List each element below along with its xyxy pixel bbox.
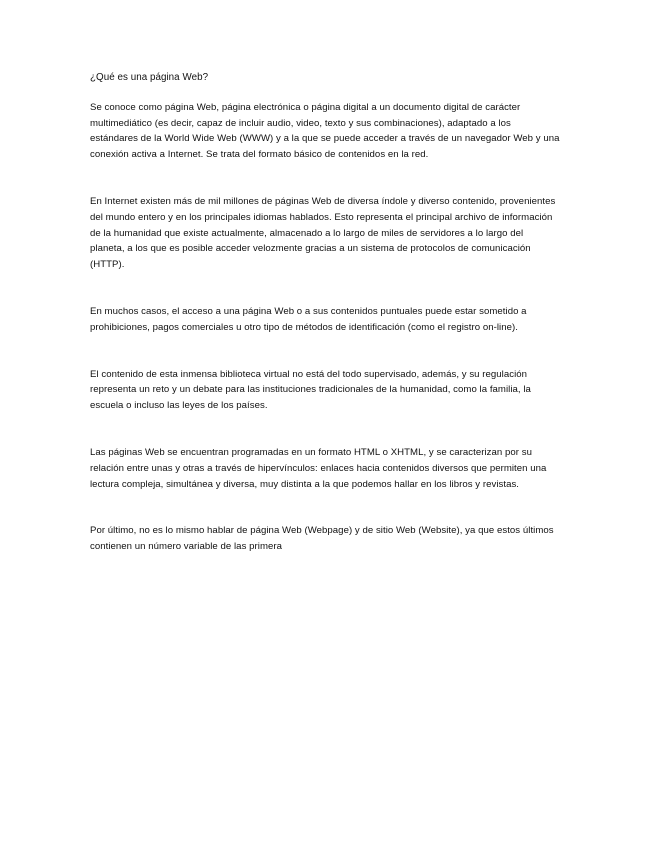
paragraph-internet-size: En Internet existen más de mil millones de páginas Web de diversa índole y diverso contenido, provenientes del mundo entero y en los principales idiomas hablados. Esto representa el principal archivo de información de la humanidad que existe actualmente, almacenado a lo largo de miles de servidores a lo largo del planeta, a los que es posible acceder velozmente gracias a un sistema de protocolos de comunicación (HTTP). — [90, 195, 556, 271]
document-body — [90, 70, 560, 555]
paragraph-content-regulation: El contenido de esta inmensa biblioteca virtual no está del todo supervisado, además, y su regulación representa un reto y un debate para las instituciones tradicionales de la humanidad, como la familia, la escuela o incluso las leyes de los países. — [90, 368, 531, 412]
paragraph-html-format: Las páginas Web se encuentran programadas en un formato HTML o XHTML, y se caracterizan por su relación entre unas y otras a través de hipervínculos: enlaces hacia contenidos diversos que permiten una lectura compleja, simultánea y diversa, muy distinta a la que podemos hallar en los libros y revistas. — [90, 446, 547, 490]
document-heading: ¿Qué es una página Web? — [90, 72, 209, 83]
paragraph-access-restrictions: En muchos casos, el acceso a una página Web o a sus contenidos puntuales puede estar sometido a prohibiciones, pagos comerciales u otro tipo de métodos de identificación (como el registro on-line). — [90, 305, 527, 333]
paragraph-definition: Se conoce como página Web, página electrónica o página digital a un documento digital de carácter multimediático (es decir, capaz de incluir audio, video, texto y sus combinaciones), adaptado a los estándares de la World Wide Web (WWW) y a la que se puede acceder a través de un navegador Web y una conexión activa a Internet. Se trata del formato básico de contenidos en la red. — [90, 101, 560, 161]
paragraph-webpage-vs-website: Por último, no es lo mismo hablar de página Web (Webpage) y de sitio Web (Website), ya que estos últimos contienen un número variable de las primera — [90, 525, 554, 553]
